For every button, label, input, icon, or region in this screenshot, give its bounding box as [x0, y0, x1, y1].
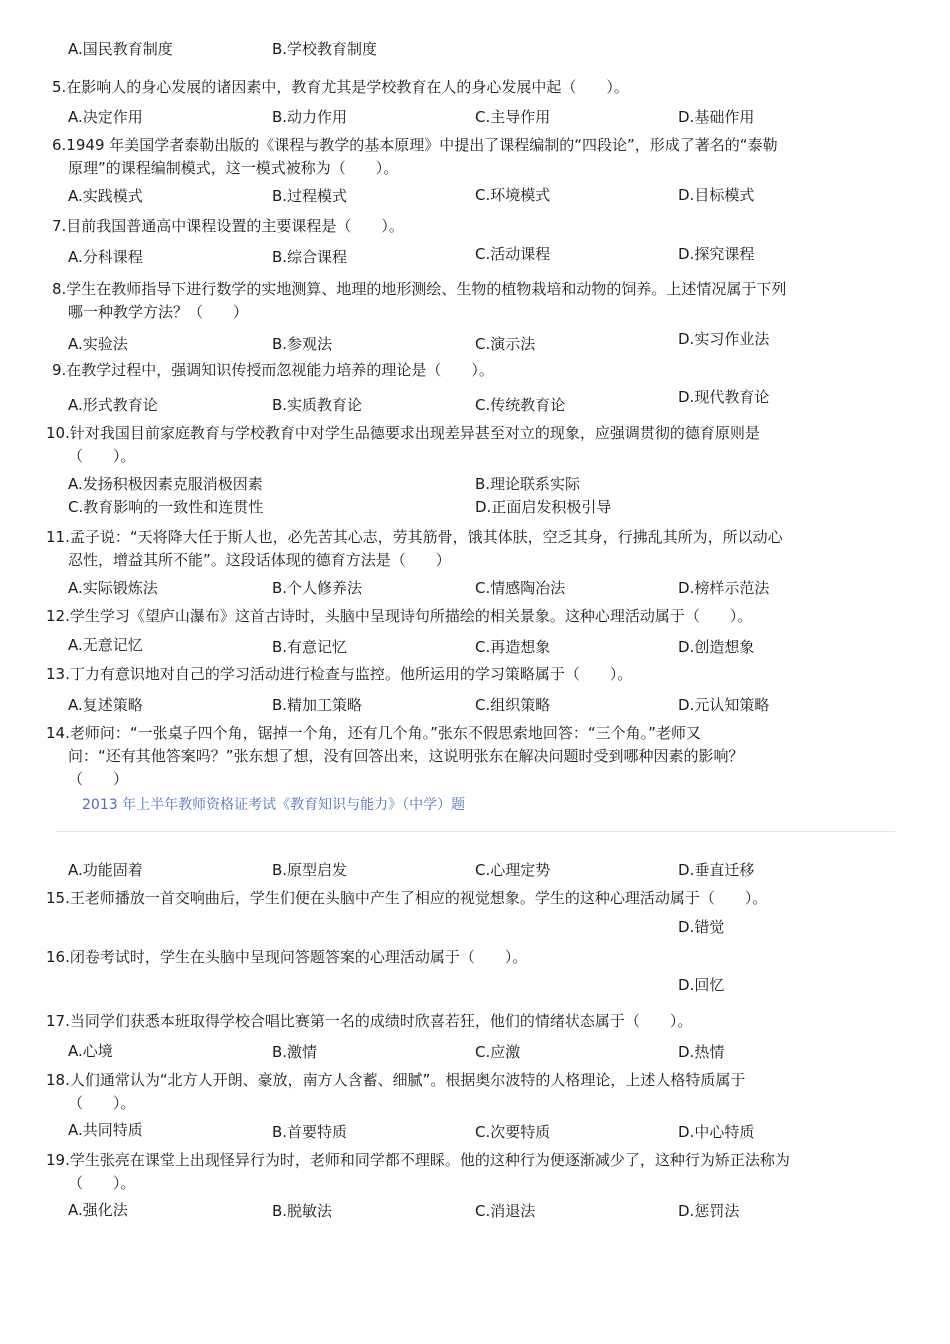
question-text: 哪一种教学方法？（ ） — [68, 303, 249, 321]
answer-option: B.理论联系实际 — [475, 475, 581, 493]
answer-option: B.综合课程 — [272, 248, 348, 266]
answer-option: B.脱敏法 — [272, 1202, 333, 1220]
answer-option: D.实习作业法 — [678, 330, 770, 348]
question-text: 问：“还有其他答案吗？”张东想了想，没有回答出来，这说明张东在解决问题时受到哪种因素的影响？ — [68, 747, 744, 765]
answer-option: C.心理定势 — [475, 861, 551, 879]
answer-option: C.次要特质 — [475, 1123, 551, 1141]
question-text: （ ）。 — [68, 1094, 136, 1112]
question-text: 9.在教学过程中，强调知识传授而忽视能力培养的理论是（ ）。 — [52, 361, 494, 379]
answer-option: B.精加工策略 — [272, 696, 363, 714]
answer-option: D.中心特质 — [678, 1123, 755, 1141]
answer-option: B.原型启发 — [272, 861, 348, 879]
answer-option: C.应激 — [475, 1043, 521, 1061]
question-text: 8.学生在教师指导下进行数学的实地测算、地理的地形测绘、生物的植物栽培和动物的饲养。上述情况属于下列 — [52, 280, 787, 298]
question-text: 15.王老师播放一首交响曲后，学生们便在头脑中产生了相应的视觉想象。学生的这种心理活动属于（ ）。 — [46, 889, 768, 907]
question-text: （ ） — [68, 770, 129, 788]
answer-option: D.目标模式 — [678, 186, 755, 204]
question-text: 14.老师问：“一张桌子四个角，锯掉一个角，还有几个角。”张东不假思索地回答：“三个角。”老师又 — [46, 724, 701, 742]
answer-option: B.激情 — [272, 1043, 318, 1061]
divider — [55, 831, 895, 832]
answer-option: C.组织策略 — [475, 696, 551, 714]
answer-option: D.回忆 — [678, 976, 725, 994]
section-header: 2013 年上半年教师资格证考试《教育知识与能力》（中学）题 — [82, 797, 466, 813]
question-text: 17.当同学们获悉本班取得学校合唱比赛第一名的成绩时欣喜若狂，他们的情绪状态属于（ ）。 — [46, 1012, 693, 1030]
question-text: 原理”的课程编制模式，这一模式被称为（ ）。 — [68, 159, 399, 177]
answer-option: D.基础作用 — [678, 108, 755, 126]
answer-option: B.首要特质 — [272, 1123, 348, 1141]
answer-option: B.动力作用 — [272, 108, 348, 126]
question-text: 18.人们通常认为“北方人开朗、豪放，南方人含蓄、细腻”。根据奥尔波特的人格理论，上述人格特质属于 — [46, 1071, 746, 1089]
answer-option: D.元认知策略 — [678, 696, 770, 714]
question-text: 12.学生学习《望庐山瀑布》这首古诗时，头脑中呈现诗句所描绘的相关景象。这种心理活动属于（ ）。 — [46, 607, 753, 625]
answer-option: B.学校教育制度 — [272, 40, 378, 58]
answer-option: A.无意记忆 — [68, 636, 143, 654]
answer-option: A.形式教育论 — [68, 396, 158, 414]
answer-option: A.强化法 — [68, 1201, 128, 1219]
answer-option: C.环境模式 — [475, 186, 551, 204]
answer-option: A.心境 — [68, 1042, 113, 1060]
answer-option: B.参观法 — [272, 335, 333, 353]
answer-option: A.国民教育制度 — [68, 40, 173, 58]
question-text: 7.目前我国普通高中课程设置的主要课程是（ ）。 — [52, 217, 404, 235]
question-text: 5.在影响人的身心发展的诸因素中，教育尤其是学校教育在人的身心发展中起（ ）。 — [52, 78, 629, 96]
answer-option: A.功能固着 — [68, 861, 143, 879]
answer-option: C.情感陶冶法 — [475, 579, 566, 597]
answer-option: B.个人修养法 — [272, 579, 363, 597]
answer-option: C.活动课程 — [475, 245, 551, 263]
question-text: 忍性，增益其所不能”。这段话体现的德育方法是（ ） — [68, 551, 451, 569]
answer-option: D.错觉 — [678, 918, 725, 936]
answer-option: D.创造想象 — [678, 638, 755, 656]
answer-option: D.热情 — [678, 1043, 725, 1061]
answer-option: B.过程模式 — [272, 187, 348, 205]
question-text: （ ）。 — [68, 1174, 136, 1192]
answer-option: A.实际锻炼法 — [68, 579, 158, 597]
answer-option: D.惩罚法 — [678, 1202, 740, 1220]
answer-option: D.探究课程 — [678, 245, 755, 263]
question-text: 16.闭卷考试时，学生在头脑中呈现问答题答案的心理活动属于（ ）。 — [46, 948, 528, 966]
answer-option: B.有意记忆 — [272, 638, 348, 656]
question-text: 6.1949 年美国学者泰勒出版的《课程与教学的基本原理》中提出了课程编制的“四段论”，形成了著名的“泰勒 — [52, 136, 778, 154]
question-text: 19.学生张亮在课堂上出现怪异行为时，老师和同学都不理睬。他的这种行为便逐渐减少了，这种行为矫正法称为 — [46, 1151, 790, 1169]
answer-option: C.消退法 — [475, 1202, 536, 1220]
answer-option: A.发扬积极因素克服消极因素 — [68, 475, 263, 493]
answer-option: A.分科课程 — [68, 248, 143, 266]
question-text: （ ）。 — [68, 447, 136, 465]
answer-option: D.现代教育论 — [678, 388, 770, 406]
question-text: 11.孟子说：“天将降大任于斯人也，必先苦其心志，劳其筋骨，饿其体肤，空乏其身，行拂乱其所为，所以动心 — [46, 528, 783, 546]
answer-option: C.主导作用 — [475, 108, 551, 126]
answer-option: D.榜样示范法 — [678, 579, 770, 597]
answer-option: A.实践模式 — [68, 187, 143, 205]
answer-option: B.实质教育论 — [272, 396, 363, 414]
answer-option: C.传统教育论 — [475, 396, 566, 414]
answer-option: C.演示法 — [475, 335, 536, 353]
answer-option: A.决定作用 — [68, 108, 143, 126]
answer-option: A.共同特质 — [68, 1121, 143, 1139]
answer-option: C.教育影响的一致性和连贯性 — [68, 498, 264, 516]
answer-option: D.垂直迁移 — [678, 861, 755, 879]
answer-option: D.正面启发积极引导 — [475, 498, 612, 516]
answer-option: C.再造想象 — [475, 638, 551, 656]
answer-option: A.实验法 — [68, 335, 128, 353]
question-text: 10.针对我国目前家庭教育与学校教育中对学生品德要求出现差异甚至对立的现象，应强调贯彻的德育原则是 — [46, 424, 760, 442]
question-text: 13.丁力有意识地对自己的学习活动进行检查与监控。他所运用的学习策略属于（ ）。 — [46, 665, 633, 683]
answer-option: A.复述策略 — [68, 696, 143, 714]
